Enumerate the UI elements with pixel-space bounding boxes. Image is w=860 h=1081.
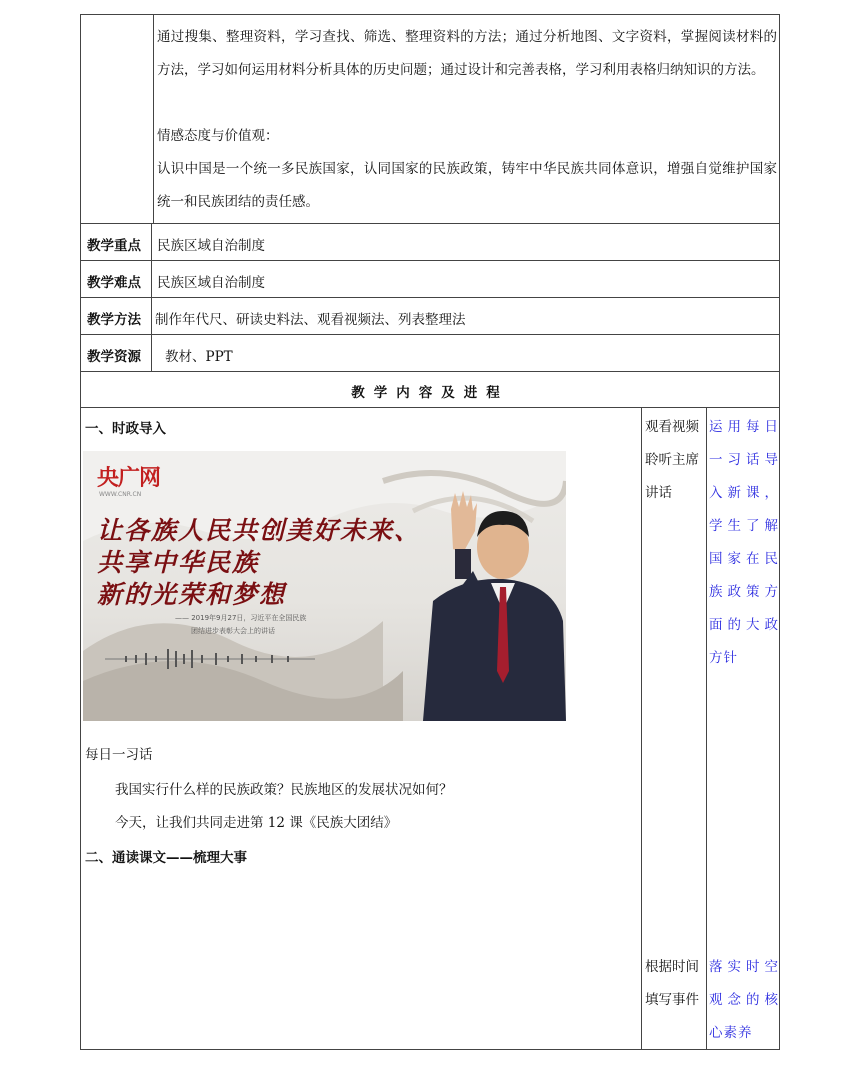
row-divider [81, 297, 779, 298]
row-divider [81, 334, 779, 335]
key-point-value: 民族区域自治制度 [157, 238, 265, 254]
section2-activity: 根据时间填写事件 [645, 959, 699, 1008]
lesson-intro: 今天，让我们共同走进第 12 课《民族大团结》 [115, 815, 398, 831]
slogan-line1: 让各族人民共创美好未来、 [97, 516, 422, 545]
resource-label: 教学资源 [87, 349, 141, 365]
section2-heading: 二、通读课文——梳理大事 [85, 850, 247, 866]
section2-intent: 落实时空观念的核心素养 [709, 959, 779, 1041]
process-title: 教学内容及进程 [351, 385, 509, 401]
col-divider [641, 407, 642, 1049]
daily-quote-caption: 每日一习话 [85, 747, 153, 763]
difficulty-value: 民族区域自治制度 [157, 275, 265, 291]
intro-question: 我国实行什么样的民族政策？民族地区的发展状况如何？ [115, 782, 453, 798]
col-divider [153, 15, 154, 223]
slogan-line3: 新的光荣和梦想 [97, 580, 287, 609]
objectives-text: 通过搜集、整理资料，学习查找、筛选、整理资料的方法；通过分析地图、文字资料，掌握阅读材料的方法，学习如何运用材料分析具体的历史问题；通过设计和完善表格，学习利用表格归纳知识的方法。 [157, 29, 777, 78]
section1-heading: 一、时政导入 [85, 421, 166, 437]
cnr-logo: 央广网 [97, 466, 161, 491]
section1-activity: 观看视频聆听主席讲话 [645, 419, 699, 501]
row-divider [81, 260, 779, 261]
cnr-logo-url: WWW.CNR.CN [99, 491, 142, 498]
image-caption-line1: —— 2019年9月27日，习近平在全国民族 [175, 614, 307, 622]
difficulty-label: 教学难点 [87, 275, 141, 291]
news-image [83, 451, 566, 721]
speaker-figure [403, 491, 566, 721]
row-divider [81, 371, 779, 372]
section1-intent: 运用每日一习话导入新课，学生了解国家在民族政策方面的大政方针 [709, 419, 779, 666]
method-label: 教学方法 [87, 312, 141, 328]
resource-value: 教材、PPT [165, 349, 233, 365]
audio-waveform-icon [105, 647, 315, 671]
slogan-line2: 共享中华民族 [97, 548, 260, 577]
attitude-text: 认识中国是一个统一多民族国家，认同国家的民族政策，铸牢中华民族共同体意识，增强自觉维护国家统一和民族团结的责任感。 [157, 161, 777, 210]
image-caption-line2: 团结进步表彰大会上的讲话 [191, 627, 275, 635]
method-value: 制作年代尺、研读史料法、观看视频法、列表整理法 [155, 312, 466, 328]
attitude-label: 情感态度与价值观： [157, 128, 279, 144]
row-divider [81, 407, 779, 408]
row-divider [81, 223, 779, 224]
key-point-label: 教学重点 [87, 238, 141, 254]
lesson-plan-table [80, 14, 780, 1050]
